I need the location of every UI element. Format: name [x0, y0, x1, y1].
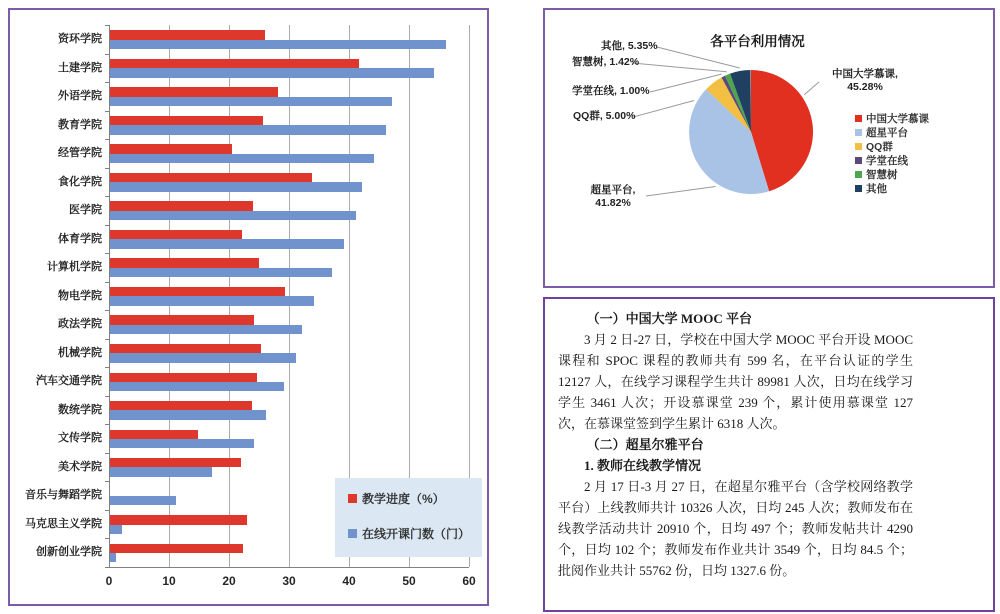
bar-category-label: 教育学院: [58, 118, 102, 131]
pie-callout-line: 其他, 5.35%: [601, 40, 658, 52]
bar-teaching-progress: [110, 344, 261, 353]
bar-teaching-progress: [110, 144, 232, 153]
pie-callout-label-其他: [601, 40, 659, 53]
pie-callout-label-超星平台: [581, 184, 645, 209]
bar-online-course-count: [110, 553, 116, 562]
bar-category-label: 机械学院: [58, 346, 102, 359]
doc-paragraph-mooc: 3 月 2 日-27 日，学校在中国大学 MOOC 平台开设 MOOC 课程和 SPOC 课程的教师共有 599 名，在平台认证的学生 12127 人，在线学习课程学生共计 89981 人次，日均在线学习学生 3461 人次；开设慕课堂 239 个，累计使用慕课堂 127 次，在慕课堂签到学生累计 6318 人次。: [558, 332, 913, 431]
bar-category-label: 音乐与舞蹈学院: [25, 489, 102, 502]
pie-legend-entry: [855, 183, 929, 194]
bar-teaching-progress: [110, 401, 252, 410]
bar-teaching-progress: [110, 287, 285, 296]
category-axis-tick: [105, 310, 109, 311]
category-axis-tick: [105, 396, 109, 397]
bar-teaching-progress: [110, 373, 257, 382]
pie-callout-line: QQ群, 5.00%: [573, 110, 636, 122]
x-axis-line: [109, 567, 469, 568]
category-axis-tick: [105, 111, 109, 112]
bar-online-course-count: [110, 125, 386, 134]
bar-category-label: 物电学院: [58, 289, 102, 302]
bar-online-course-count: [110, 239, 344, 248]
bar-teaching-progress: [110, 315, 254, 324]
legend-label: 教学进度（%）: [362, 491, 445, 506]
bar-chart-panel: [8, 8, 489, 606]
bar-teaching-progress: [110, 116, 263, 125]
bar-chart-legend: [335, 478, 482, 557]
bar-teaching-progress: [110, 544, 243, 553]
category-axis-tick: [105, 225, 109, 226]
legend-swatch-teaching-progress: [348, 494, 357, 503]
bar-online-course-count: [110, 68, 434, 77]
x-axis-tick-label: 20: [222, 574, 236, 588]
bar-teaching-progress: [110, 173, 312, 182]
bar-online-course-count: [110, 467, 212, 476]
pie-legend-entry: [855, 169, 929, 180]
bar-category-label: 美术学院: [58, 460, 102, 473]
x-axis-tick-label: 50: [402, 574, 416, 588]
x-axis-tick-label: 0: [105, 574, 113, 588]
doc-heading-teacher-online: 1. 教师在线教学情况: [584, 458, 702, 473]
category-axis-tick: [105, 538, 109, 539]
pie-legend-label: QQ群: [866, 141, 893, 153]
bar-teaching-progress: [110, 87, 278, 96]
bar-category-label: 文传学院: [58, 432, 102, 445]
pie-legend-label: 学堂在线: [866, 155, 908, 167]
bar-online-course-count: [110, 154, 374, 163]
bar-teaching-progress: [110, 430, 198, 439]
bar-category-label: 数统学院: [58, 403, 102, 416]
bar-online-course-count: [110, 325, 302, 334]
x-axis-tick-label: 40: [342, 574, 356, 588]
pie-legend-swatch-QQ群: [855, 143, 862, 150]
bar-category-label: 外语学院: [58, 90, 102, 103]
bar-category-label: 食化学院: [58, 175, 102, 188]
category-axis-tick: [105, 139, 109, 140]
category-axis-tick: [105, 510, 109, 511]
pie-legend-entry: [855, 127, 929, 138]
pie-leader-line: [657, 47, 740, 68]
bar-online-course-count: [110, 268, 332, 277]
pie-chart-legend: [855, 113, 929, 194]
bar-teaching-progress: [110, 258, 259, 267]
bar-category-label: 汽车交通学院: [36, 375, 102, 388]
pie-legend-label: 智慧树: [866, 169, 898, 181]
bar-online-course-count: [110, 525, 122, 534]
pie-callout-label-QQ群: [573, 110, 636, 123]
pie-legend-swatch-学堂在线: [855, 157, 862, 164]
pie-callout-line: 智慧树, 1.42%: [572, 56, 640, 68]
pie-chart-title: 各平台利用情况: [710, 34, 805, 49]
pie-legend-swatch-智慧树: [855, 171, 862, 178]
category-axis-tick: [105, 567, 109, 568]
bar-teaching-progress: [110, 59, 359, 68]
bar-teaching-progress: [110, 201, 253, 210]
bar-category-label: 医学院: [69, 204, 102, 217]
category-axis-tick: [105, 481, 109, 482]
bar-teaching-progress: [110, 515, 247, 524]
bar-online-course-count: [110, 211, 356, 220]
category-axis-tick: [105, 54, 109, 55]
doc-paragraph-chaoxing: 2 月 17 日-3 月 27 日，在超星尔雅平台（含学校网络教学平台）上线教师共计 10326 人次，日均 245 人次；教师发布在线教学活动共计 20910 个，日均 497 个；教师发帖共计 4290 个，日均 102 个；教师发布作业共计 3549 个，日均 84.5 个；批阅作业共计 55762 份，日均 1327.6 份。: [558, 479, 913, 578]
legend-entry: [348, 487, 482, 509]
pie-legend-swatch-超星平台: [855, 129, 862, 136]
category-axis-tick: [105, 339, 109, 340]
bar-teaching-progress: [110, 458, 241, 467]
bar-online-course-count: [110, 496, 176, 505]
category-axis-tick: [105, 196, 109, 197]
bar-category-label: 政法学院: [58, 318, 102, 331]
bar-teaching-progress: [110, 30, 265, 39]
bar-online-course-count: [110, 410, 266, 419]
pie-legend-swatch-中国大学慕课: [855, 115, 862, 122]
bar-online-course-count: [110, 97, 392, 106]
category-axis-tick: [105, 453, 109, 454]
legend-entry: [348, 522, 482, 544]
pie-legend-entry: [855, 113, 929, 124]
legend-swatch-online-courses: [348, 529, 357, 538]
pie-callout-line: 45.28%: [847, 80, 883, 93]
pie-legend-label: 中国大学慕课: [866, 113, 929, 125]
bar-category-label: 计算机学院: [47, 261, 102, 274]
pie-callout-line: 41.82%: [595, 196, 631, 209]
category-axis-tick: [105, 424, 109, 425]
category-axis-tick: [105, 82, 109, 83]
category-axis-tick: [105, 253, 109, 254]
pie-callout-line: 超星平台,: [590, 184, 636, 196]
bar-category-label: 体育学院: [58, 232, 102, 245]
category-axis-tick: [105, 168, 109, 169]
pie-callout-label-智慧树: [572, 56, 640, 69]
pie-chart-panel: [543, 8, 995, 288]
bar-category-label: 经管学院: [58, 147, 102, 160]
pie-legend-label: 其他: [866, 183, 887, 195]
doc-heading-chaoxing: （二）超星尔雅平台: [586, 437, 704, 452]
bar-teaching-progress: [110, 230, 242, 239]
bar-category-label: 资环学院: [58, 33, 102, 45]
document-body: [545, 299, 993, 581]
legend-label: 在线开课门数（门）: [362, 526, 471, 541]
doc-heading-mooc-platform: （一）中国大学 MOOC 平台: [586, 311, 752, 326]
x-axis-tick-label: 10: [162, 574, 176, 588]
pie-callout-line: 中国大学慕课,: [832, 68, 898, 80]
category-axis-tick: [105, 25, 109, 26]
x-axis-tick-label: 60: [462, 574, 476, 588]
pie-leader-line: [632, 63, 727, 72]
pie-legend-entry: [855, 141, 929, 152]
bar-online-course-count: [110, 353, 296, 362]
bar-online-course-count: [110, 296, 314, 305]
pie-callout-line: 学堂在线, 1.00%: [572, 85, 650, 97]
bar-online-course-count: [110, 40, 446, 49]
bar-category-label: 创新创业学院: [36, 546, 102, 559]
bar-category-label: 马克思主义学院: [25, 517, 102, 530]
pie-leader-line: [646, 187, 716, 197]
pie-legend-swatch-其他: [855, 185, 862, 192]
bar-category-label: 土建学院: [58, 61, 102, 74]
pie-legend-entry: [855, 155, 929, 166]
document-panel: [543, 297, 995, 612]
x-axis-tick-label: 30: [282, 574, 296, 588]
pie-leader-line: [633, 101, 694, 118]
bar-online-course-count: [110, 439, 254, 448]
category-axis-tick: [105, 282, 109, 283]
pie-callout-label-学堂在线: [572, 85, 650, 98]
category-axis-tick: [105, 367, 109, 368]
pie-legend-label: 超星平台: [866, 127, 908, 139]
pie-callout-label-中国大学慕课: [813, 68, 917, 93]
bar-online-course-count: [110, 182, 362, 191]
bar-online-course-count: [110, 382, 284, 391]
